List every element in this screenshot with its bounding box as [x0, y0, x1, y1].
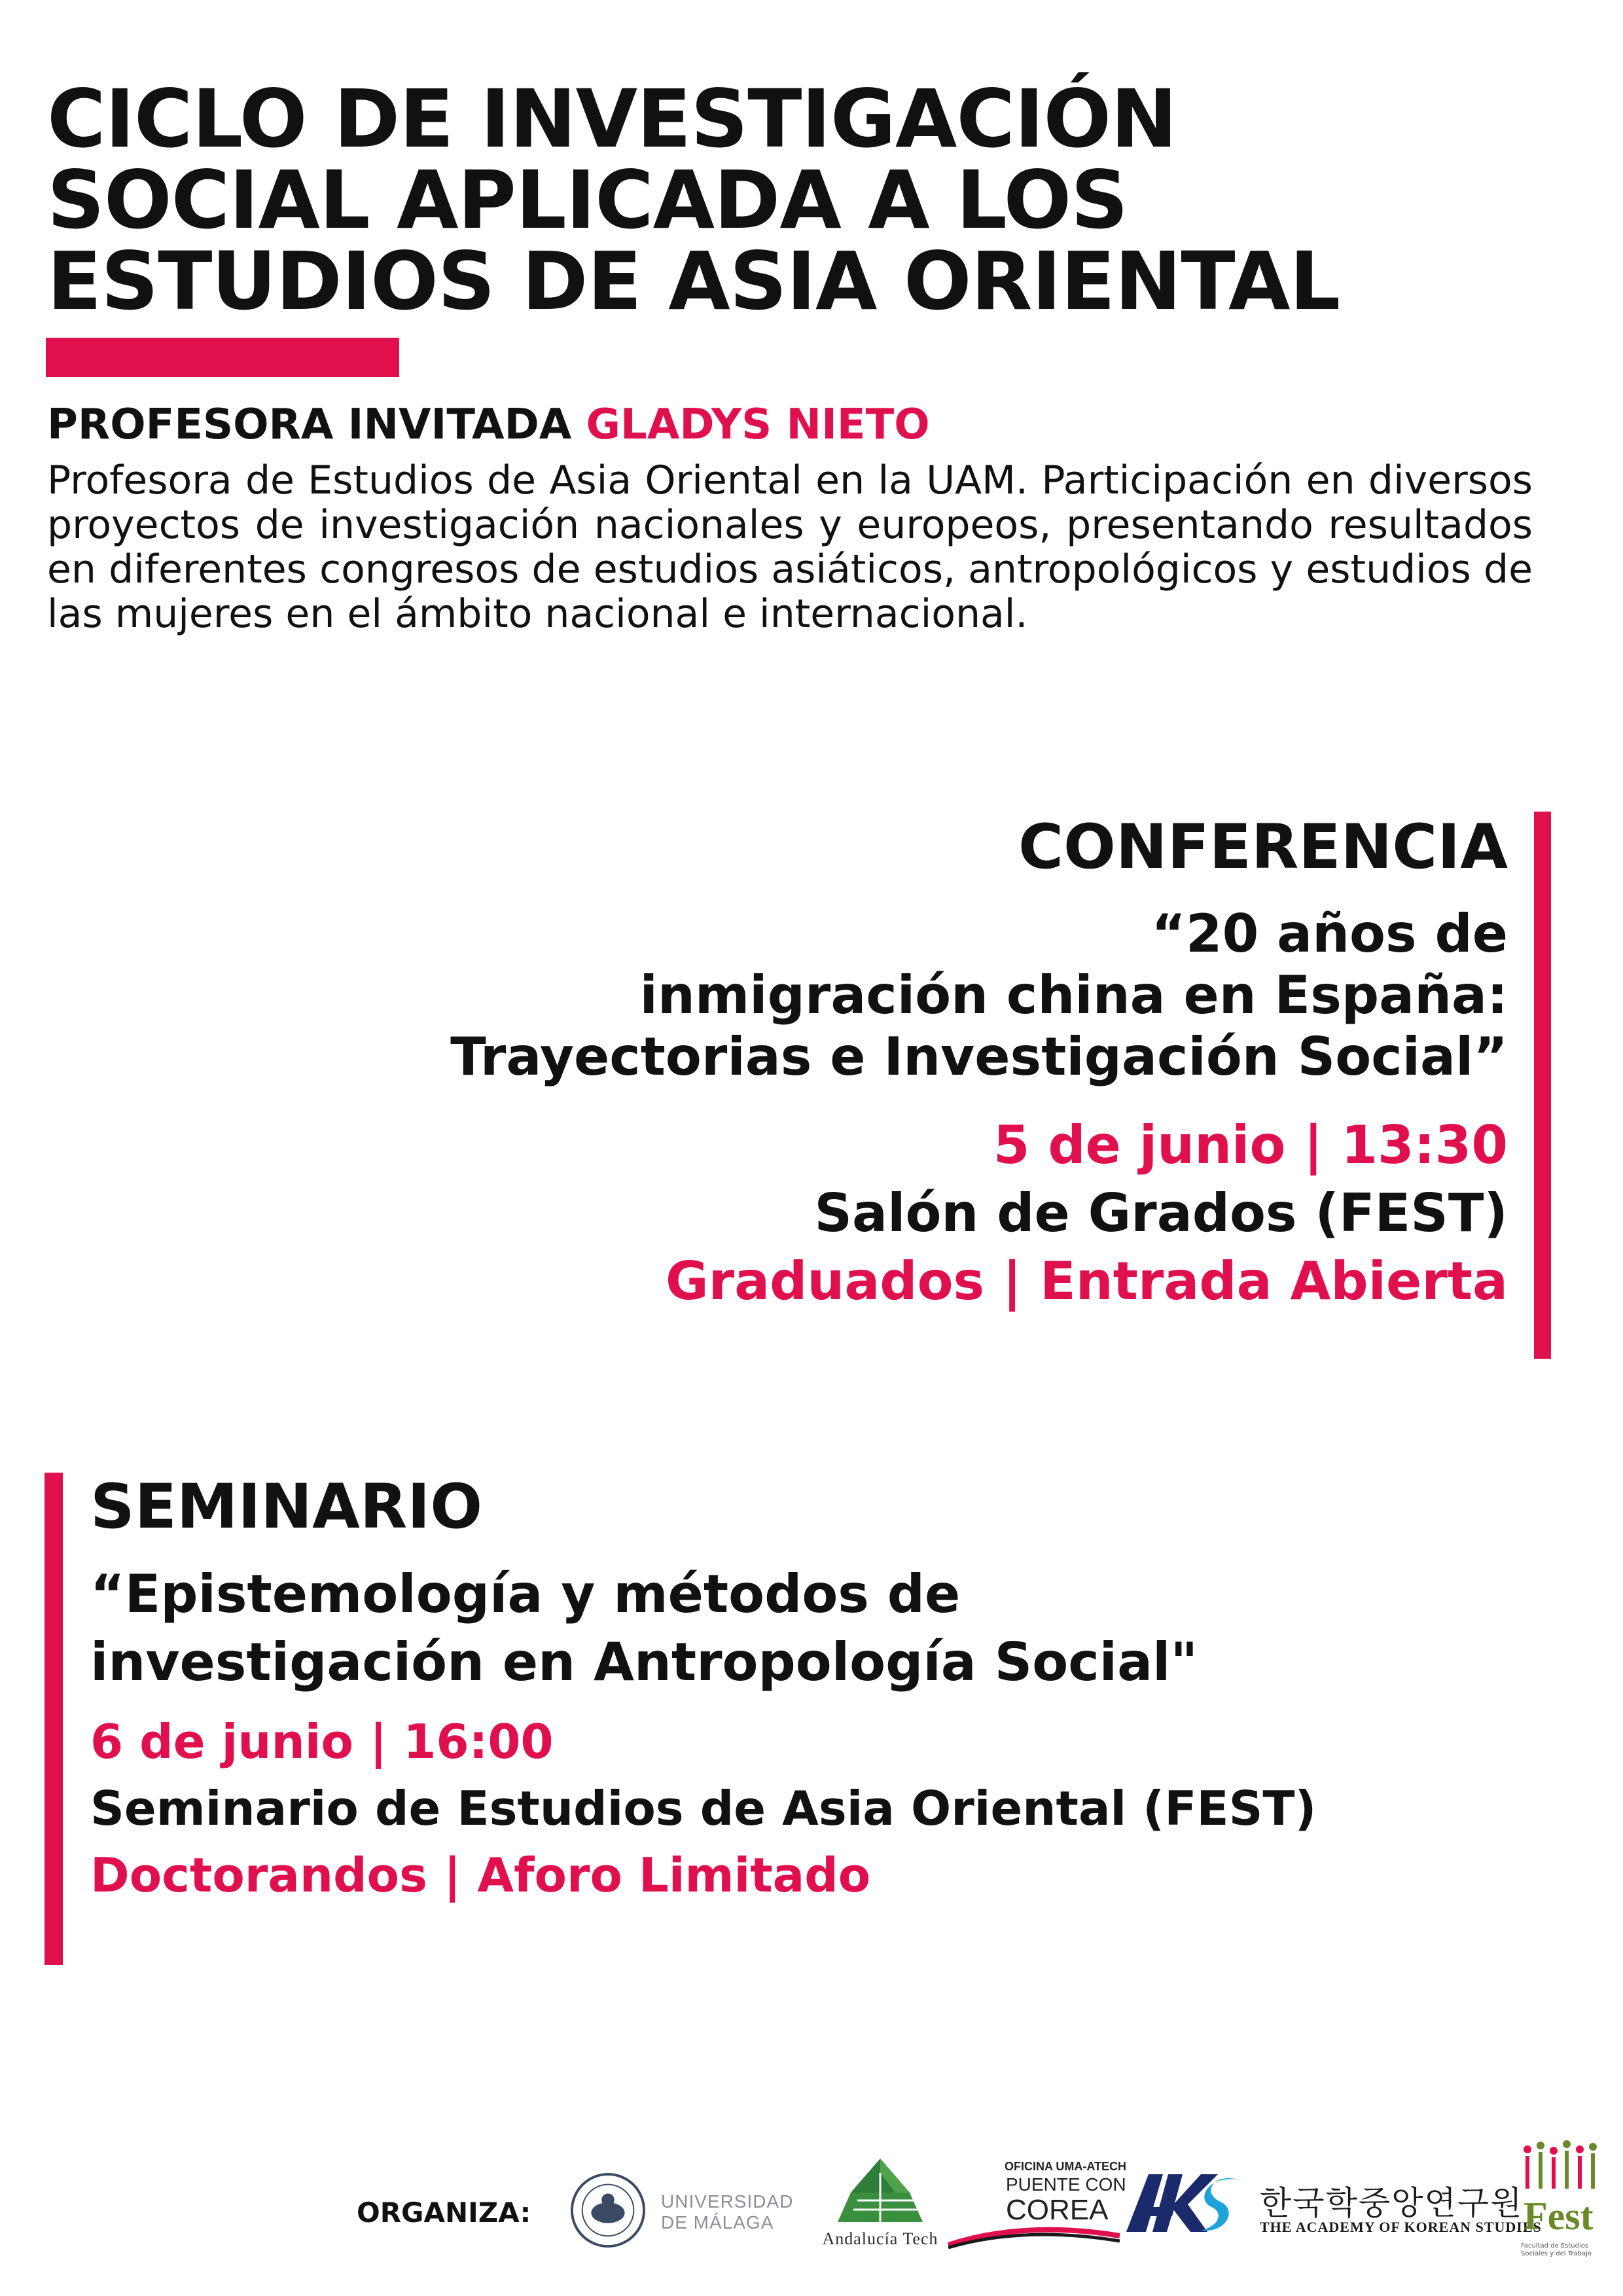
- conference-datetime: 5 de junio | 13:30: [993, 1115, 1508, 1175]
- event-title: [47, 73, 1578, 328]
- uma-logo: [569, 2172, 794, 2250]
- conference-title-line: inmigración china en España:: [639, 965, 1508, 1026]
- professor-heading: [47, 401, 930, 449]
- conference-kind: CONFERENCIA: [1018, 812, 1508, 883]
- professor-label: PROFESORA INVITADA: [47, 401, 572, 449]
- seminar-accent-bar: [45, 1473, 63, 1965]
- puente-big-label: COREA: [1006, 2194, 1109, 2226]
- title-line: CICLO DE INVESTIGACIÓN: [47, 73, 1177, 166]
- conference-title-line: “20 años de: [1151, 903, 1508, 964]
- andalucia-tech-logo: [812, 2153, 949, 2251]
- uma-line1: UNIVERSIDAD: [661, 2191, 794, 2212]
- andalucia-tech-wordmark: Andalucía Tech: [822, 2229, 938, 2248]
- fest-subtitle: Facultad de Estudios Sociales y del Trabajo: [1521, 2242, 1592, 2257]
- aks-logo: [1122, 2166, 1240, 2238]
- bridge-swoosh-icon: [946, 2223, 1122, 2249]
- puente-office-label: OFICINA UMA-ATECH: [1005, 2160, 1126, 2173]
- aks-icon: [1122, 2166, 1240, 2238]
- title-accent-bar: [46, 338, 399, 377]
- title-line: SOCIAL APLICADA A LOS: [47, 154, 1128, 247]
- fest-logo: [1518, 2140, 1603, 2265]
- andalucia-tech-icon: [812, 2153, 949, 2232]
- conference-accent-bar: [1534, 812, 1551, 1359]
- conference-block: [199, 812, 1508, 1316]
- professor-bio: Profesora de Estudios de Asia Oriental en la UAM. Participación en diversos proyectos de investigación nacionales y europeos, presentando resultados en diferentes congresos de estudios asiáticos, antropológicos y estudios de las mujeres en el ámbito nacional e internacional.: [47, 457, 1533, 637]
- seminar-title: [90, 1560, 1530, 1696]
- uma-wordmark: [661, 2191, 793, 2233]
- conference-audience: Graduados | Entrada Abierta: [666, 1251, 1508, 1312]
- seminar-datetime: 6 de junio | 16:00: [90, 1714, 554, 1769]
- conference-place: Salón de Grados (FEST): [814, 1183, 1508, 1244]
- seminar-audience: Doctorandos | Aforo Limitado: [90, 1848, 871, 1903]
- uma-seal-icon: [569, 2172, 647, 2249]
- puente-con-corea-logo: [946, 2160, 1126, 2251]
- seminar-place: Seminario de Estudios de Asia Oriental (FEST): [90, 1781, 1317, 1836]
- conference-title-line: Trayectorias e Investigación Social”: [450, 1026, 1508, 1087]
- professor-name: GLADYS NIETO: [586, 401, 930, 449]
- uma-line2: DE MÁLAGA: [661, 2212, 774, 2233]
- fest-wordmark: Fest: [1524, 2195, 1594, 2238]
- academy-english-name: THE ACADEMY OF KOREAN STUDIES: [1260, 2219, 1542, 2235]
- puente-mid-label: PUENTE CON: [1006, 2174, 1126, 2195]
- academy-korean-studies-logo: [1260, 2177, 1542, 2249]
- fest-figures-icon: [1518, 2140, 1603, 2193]
- seminar-title-line: investigación en Antropología Social": [90, 1632, 1198, 1693]
- title-line: ESTUDIOS DE ASIA ORIENTAL: [47, 235, 1340, 328]
- seminar-title-line: “Epistemología y métodos de: [90, 1564, 961, 1624]
- organizers-label: ORGANIZA:: [357, 2197, 531, 2229]
- academy-korean-name: 한국학중앙연구원: [1260, 2184, 1524, 2222]
- conference-title: [199, 903, 1508, 1088]
- seminar-block: [90, 1471, 1530, 1909]
- seminar-kind: SEMINARIO: [90, 1471, 483, 1543]
